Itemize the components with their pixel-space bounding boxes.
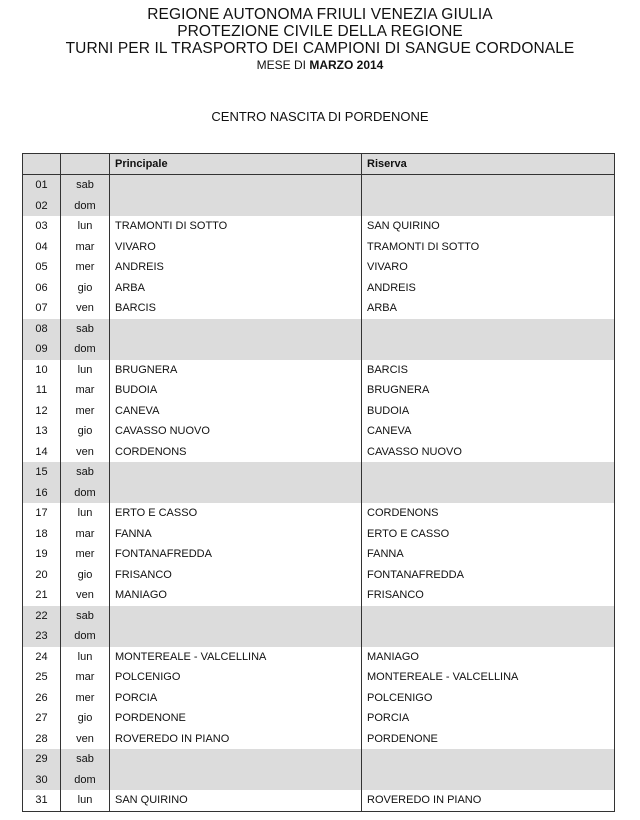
weekday-cell: gio bbox=[61, 565, 110, 586]
weekday-cell: sab bbox=[61, 606, 110, 627]
shift-table bbox=[22, 153, 615, 812]
riserva-cell: ARBA bbox=[362, 298, 615, 319]
day-cell: 14 bbox=[23, 442, 61, 463]
riserva-cell: ERTO E CASSO bbox=[362, 524, 615, 545]
table-row bbox=[23, 565, 615, 586]
principale-cell: CANEVA bbox=[110, 401, 362, 422]
principale-cell bbox=[110, 770, 362, 791]
principale-cell bbox=[110, 175, 362, 196]
riserva-cell: CORDENONS bbox=[362, 503, 615, 524]
principale-cell: SAN QUIRINO bbox=[110, 790, 362, 811]
birth-center-title bbox=[0, 109, 640, 124]
principale-cell bbox=[110, 462, 362, 483]
table-row bbox=[23, 401, 615, 422]
day-cell: 18 bbox=[23, 524, 61, 545]
weekday-cell: lun bbox=[61, 647, 110, 668]
day-cell: 24 bbox=[23, 647, 61, 668]
weekday-cell: dom bbox=[61, 626, 110, 647]
principale-cell: BRUGNERA bbox=[110, 360, 362, 381]
principale-cell: ERTO E CASSO bbox=[110, 503, 362, 524]
weekday-cell: mer bbox=[61, 544, 110, 565]
table-row bbox=[23, 319, 615, 340]
day-cell: 01 bbox=[23, 175, 61, 196]
weekday-cell: dom bbox=[61, 483, 110, 504]
table-row bbox=[23, 339, 615, 360]
table-row bbox=[23, 278, 615, 299]
riserva-cell: POLCENIGO bbox=[362, 688, 615, 709]
weekday-cell: ven bbox=[61, 585, 110, 606]
weekday-cell: dom bbox=[61, 196, 110, 217]
table-header-row bbox=[23, 154, 615, 175]
centro-prefix: CENTRO NASCITA DI bbox=[211, 109, 345, 124]
riserva-cell: TRAMONTI DI SOTTO bbox=[362, 237, 615, 258]
table-body bbox=[23, 175, 615, 812]
header-riserva: Riserva bbox=[362, 154, 615, 175]
weekday-cell: mar bbox=[61, 380, 110, 401]
principale-cell bbox=[110, 626, 362, 647]
riserva-cell bbox=[362, 339, 615, 360]
riserva-cell bbox=[362, 626, 615, 647]
principale-cell: POLCENIGO bbox=[110, 667, 362, 688]
table-row bbox=[23, 667, 615, 688]
table-row bbox=[23, 524, 615, 545]
day-cell: 08 bbox=[23, 319, 61, 340]
principale-cell: PORDENONE bbox=[110, 708, 362, 729]
table-row bbox=[23, 175, 615, 196]
riserva-cell: SAN QUIRINO bbox=[362, 216, 615, 237]
day-cell: 30 bbox=[23, 770, 61, 791]
table-row bbox=[23, 462, 615, 483]
principale-cell: MONTEREALE - VALCELLINA bbox=[110, 647, 362, 668]
day-cell: 29 bbox=[23, 749, 61, 770]
riserva-cell: CAVASSO NUOVO bbox=[362, 442, 615, 463]
principale-cell: TRAMONTI DI SOTTO bbox=[110, 216, 362, 237]
day-cell: 23 bbox=[23, 626, 61, 647]
weekday-cell: mar bbox=[61, 237, 110, 258]
header-principale: Principale bbox=[110, 154, 362, 175]
day-cell: 09 bbox=[23, 339, 61, 360]
riserva-cell bbox=[362, 606, 615, 627]
weekday-cell: mer bbox=[61, 257, 110, 278]
principale-cell: FONTANAFREDDA bbox=[110, 544, 362, 565]
principale-cell bbox=[110, 319, 362, 340]
day-cell: 25 bbox=[23, 667, 61, 688]
riserva-cell: BARCIS bbox=[362, 360, 615, 381]
header-weekday bbox=[61, 154, 110, 175]
day-cell: 12 bbox=[23, 401, 61, 422]
day-cell: 20 bbox=[23, 565, 61, 586]
riserva-cell: PORCIA bbox=[362, 708, 615, 729]
principale-cell: BARCIS bbox=[110, 298, 362, 319]
day-cell: 10 bbox=[23, 360, 61, 381]
riserva-cell: CANEVA bbox=[362, 421, 615, 442]
riserva-cell bbox=[362, 483, 615, 504]
weekday-cell: sab bbox=[61, 462, 110, 483]
principale-cell: BUDOIA bbox=[110, 380, 362, 401]
riserva-cell: MANIAGO bbox=[362, 647, 615, 668]
day-cell: 28 bbox=[23, 729, 61, 750]
riserva-cell: BRUGNERA bbox=[362, 380, 615, 401]
weekday-cell: lun bbox=[61, 360, 110, 381]
day-cell: 11 bbox=[23, 380, 61, 401]
table-row bbox=[23, 647, 615, 668]
riserva-cell: PORDENONE bbox=[362, 729, 615, 750]
principale-cell: ANDREIS bbox=[110, 257, 362, 278]
riserva-cell bbox=[362, 749, 615, 770]
table-row bbox=[23, 196, 615, 217]
day-cell: 02 bbox=[23, 196, 61, 217]
weekday-cell: gio bbox=[61, 278, 110, 299]
day-cell: 27 bbox=[23, 708, 61, 729]
weekday-cell: lun bbox=[61, 503, 110, 524]
table-row bbox=[23, 708, 615, 729]
day-cell: 19 bbox=[23, 544, 61, 565]
weekday-cell: sab bbox=[61, 319, 110, 340]
table-row bbox=[23, 237, 615, 258]
principale-cell: FANNA bbox=[110, 524, 362, 545]
weekday-cell: mer bbox=[61, 401, 110, 422]
riserva-cell: VIVARO bbox=[362, 257, 615, 278]
table-row bbox=[23, 421, 615, 442]
day-cell: 21 bbox=[23, 585, 61, 606]
table-row bbox=[23, 729, 615, 750]
table-row bbox=[23, 606, 615, 627]
table-row bbox=[23, 442, 615, 463]
table-row bbox=[23, 770, 615, 791]
weekday-cell: dom bbox=[61, 770, 110, 791]
table-row bbox=[23, 544, 615, 565]
day-cell: 26 bbox=[23, 688, 61, 709]
table-row bbox=[23, 790, 615, 811]
weekday-cell: mar bbox=[61, 524, 110, 545]
principale-cell: FRISANCO bbox=[110, 565, 362, 586]
weekday-cell: ven bbox=[61, 298, 110, 319]
riserva-cell: ANDREIS bbox=[362, 278, 615, 299]
day-cell: 07 bbox=[23, 298, 61, 319]
day-cell: 13 bbox=[23, 421, 61, 442]
principale-cell bbox=[110, 339, 362, 360]
region-title: REGIONE AUTONOMA FRIULI VENEZIA GIULIA bbox=[147, 6, 493, 23]
weekday-cell: mar bbox=[61, 667, 110, 688]
centro-name: PORDENONE bbox=[344, 109, 429, 124]
principale-cell: CORDENONS bbox=[110, 442, 362, 463]
day-cell: 16 bbox=[23, 483, 61, 504]
riserva-cell: FRISANCO bbox=[362, 585, 615, 606]
table-row bbox=[23, 688, 615, 709]
day-cell: 04 bbox=[23, 237, 61, 258]
table-row bbox=[23, 585, 615, 606]
principale-cell: ARBA bbox=[110, 278, 362, 299]
weekday-cell: sab bbox=[61, 175, 110, 196]
weekday-cell: lun bbox=[61, 216, 110, 237]
department-title: PROTEZIONE CIVILE DELLA REGIONE bbox=[177, 23, 463, 40]
table-row bbox=[23, 360, 615, 381]
riserva-cell bbox=[362, 462, 615, 483]
day-cell: 15 bbox=[23, 462, 61, 483]
month-prefix: MESE DI bbox=[256, 58, 310, 72]
table-row bbox=[23, 749, 615, 770]
principale-cell bbox=[110, 749, 362, 770]
riserva-cell bbox=[362, 196, 615, 217]
month-line bbox=[0, 58, 640, 72]
day-cell: 03 bbox=[23, 216, 61, 237]
day-cell: 17 bbox=[23, 503, 61, 524]
riserva-cell: MONTEREALE - VALCELLINA bbox=[362, 667, 615, 688]
table-row bbox=[23, 626, 615, 647]
weekday-cell: ven bbox=[61, 442, 110, 463]
table-row bbox=[23, 483, 615, 504]
table-row bbox=[23, 503, 615, 524]
weekday-cell: sab bbox=[61, 749, 110, 770]
weekday-cell: mer bbox=[61, 688, 110, 709]
weekday-cell: lun bbox=[61, 790, 110, 811]
principale-cell bbox=[110, 196, 362, 217]
riserva-cell bbox=[362, 770, 615, 791]
schedule-title: TURNI PER IL TRASPORTO DEI CAMPIONI DI SANGUE CORDONALE bbox=[65, 40, 575, 57]
table-row bbox=[23, 257, 615, 278]
riserva-cell: FONTANAFREDDA bbox=[362, 565, 615, 586]
weekday-cell: ven bbox=[61, 729, 110, 750]
principale-cell: CAVASSO NUOVO bbox=[110, 421, 362, 442]
day-cell: 22 bbox=[23, 606, 61, 627]
weekday-cell: dom bbox=[61, 339, 110, 360]
day-cell: 06 bbox=[23, 278, 61, 299]
day-cell: 05 bbox=[23, 257, 61, 278]
principale-cell: MANIAGO bbox=[110, 585, 362, 606]
principale-cell: ROVEREDO IN PIANO bbox=[110, 729, 362, 750]
riserva-cell bbox=[362, 175, 615, 196]
weekday-cell: gio bbox=[61, 708, 110, 729]
document-header bbox=[0, 0, 640, 72]
riserva-cell: ROVEREDO IN PIANO bbox=[362, 790, 615, 811]
header-day bbox=[23, 154, 61, 175]
weekday-cell: gio bbox=[61, 421, 110, 442]
table-row bbox=[23, 216, 615, 237]
month-value: MARZO 2014 bbox=[309, 58, 384, 72]
day-cell: 31 bbox=[23, 790, 61, 811]
principale-cell bbox=[110, 483, 362, 504]
riserva-cell bbox=[362, 319, 615, 340]
principale-cell: PORCIA bbox=[110, 688, 362, 709]
table-row bbox=[23, 380, 615, 401]
principale-cell bbox=[110, 606, 362, 627]
riserva-cell: FANNA bbox=[362, 544, 615, 565]
principale-cell: VIVARO bbox=[110, 237, 362, 258]
riserva-cell: BUDOIA bbox=[362, 401, 615, 422]
table-row bbox=[23, 298, 615, 319]
